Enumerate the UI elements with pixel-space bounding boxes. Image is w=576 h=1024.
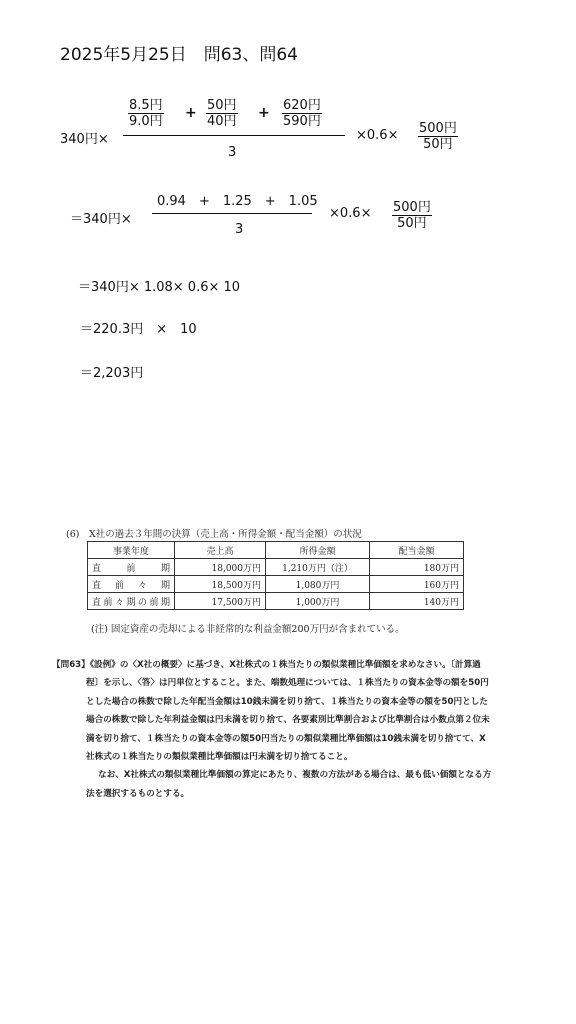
question-63: [52, 656, 492, 803]
calc-line2-numerator: 0.94 + 1.25 + 1.05: [157, 194, 318, 209]
page-title: 2025年5月25日 問63、問64: [60, 45, 298, 65]
table-cell: 直 前 々 期: [88, 576, 175, 593]
fraction-1-num: 8.5円: [129, 98, 163, 113]
table-row: [88, 593, 464, 610]
table-cell: 18,000万円: [175, 559, 266, 576]
main-fraction-bar-2: [152, 213, 312, 214]
fraction-3: [282, 98, 322, 129]
calc-line3: ＝340円× 1.08× 0.6× 10: [78, 280, 241, 295]
question-paragraph-2: なお、X社株式の類似業種比準価額の算定にあたり、複数の方法がある場合は、最も低い価額となる方法を選択するものとする。: [86, 770, 492, 799]
calc-line2-lead: ＝340円×: [70, 212, 132, 227]
fraction-2: [206, 98, 238, 129]
calc-line5: ＝2,203円: [80, 366, 144, 381]
fraction-2-num: 50円: [207, 98, 237, 113]
fraction-4-den: 50円: [423, 137, 453, 152]
table-cell: 18,500万円: [175, 576, 266, 593]
plus-sign-2: +: [258, 105, 270, 121]
table-cell: 180万円: [370, 559, 464, 576]
fraction-3-num: 620円: [283, 98, 321, 113]
table-cell: 140万円: [370, 593, 464, 610]
fraction-1-den: 9.0円: [129, 114, 163, 129]
financials-table: [87, 541, 464, 610]
fraction-5: [392, 200, 432, 231]
header-dividend: 配当金額: [370, 542, 464, 559]
table-note: (注) 固定資産の売却による非経常的な利益金額200万円が含まれている。: [91, 624, 405, 635]
table-cell: 1,000万円: [266, 593, 370, 610]
main-fraction-bar-1: [123, 135, 345, 136]
table-cell: 17,500万円: [175, 593, 266, 610]
table-cell: 直前々期の前期: [88, 593, 175, 610]
table-row: [88, 576, 464, 593]
table-cell: 1,210万円（注）: [266, 559, 370, 576]
table-cell: 直 前 期: [88, 559, 175, 576]
fraction-4: [418, 121, 458, 152]
table-row: [88, 559, 464, 576]
fraction-5-num: 500円: [393, 200, 431, 215]
header-income: 所得金額: [266, 542, 370, 559]
calc-line1-divisor: 3: [228, 145, 237, 160]
table-cell: 1,080万円: [266, 576, 370, 593]
table-cell: 160万円: [370, 576, 464, 593]
fraction-3-den: 590円: [283, 114, 321, 129]
fraction-1: [128, 98, 164, 129]
table-caption: (6) X社の過去３年間の決算（売上高・所得金額・配当金額）の状況: [66, 529, 362, 540]
calc-line2-mult: ×0.6×: [329, 206, 372, 221]
header-fiscal-year: 事業年度: [88, 542, 175, 559]
question-paragraph-1: 【問63】《設例》の〈X社の概要〉に基づき、X社株式の１株当たりの類似業種比準価額を求めなさい。〔計算過程〕を示し、〈答〉は円単位とすること。また、端数処理については、１株当たりの資本金等の額を50円とした場合の株数で除した年配当金額は10銭未満を切り捨て、１株当たりの資本金等の額を50円とした場合の株数で除した年利益金額は円未満を切り捨て、各要素別比準割合および比準割合は小数点第２位未満を切り捨て、１株当たりの資本金等の額50円当たりの類似業種比準価額は10銭未満を切り捨てて、X社株式の１株当たりの類似業種比準価額は円未満を切り捨てること。: [52, 660, 490, 763]
fraction-2-den: 40円: [207, 114, 237, 129]
plus-sign-1: +: [185, 105, 197, 121]
fraction-5-den: 50円: [397, 216, 427, 231]
header-sales: 売上高: [175, 542, 266, 559]
calc-line1-lead: 340円×: [60, 132, 109, 147]
table-header-row: [88, 542, 464, 559]
fraction-4-num: 500円: [419, 121, 457, 136]
calc-line1-mult: ×0.6×: [356, 128, 399, 143]
calc-line2-divisor: 3: [235, 222, 244, 237]
calc-line4: ＝220.3円 × 10: [80, 322, 197, 337]
